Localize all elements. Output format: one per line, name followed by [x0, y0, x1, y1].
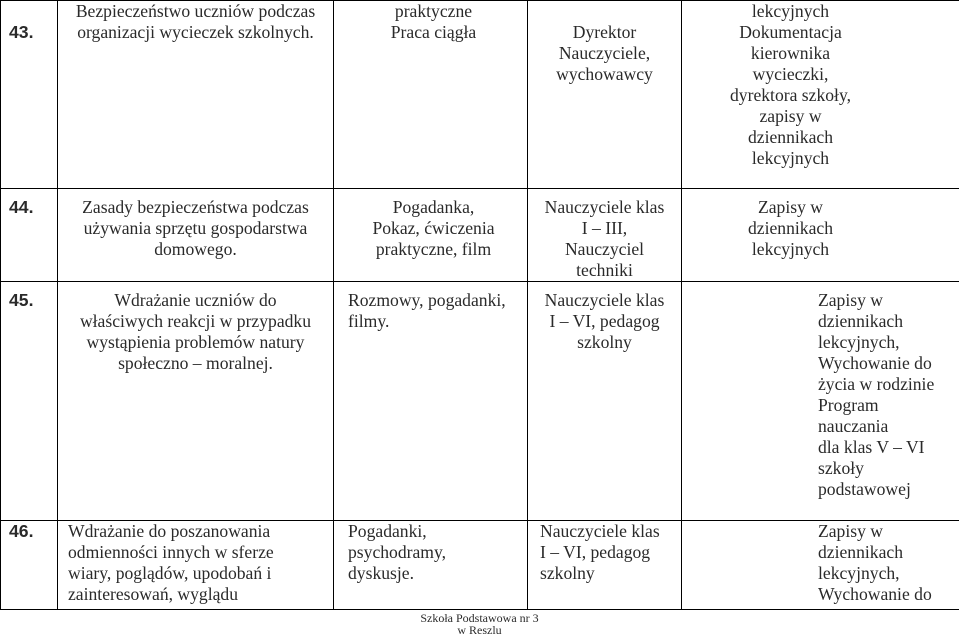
- doc-line: Wychowanie do: [818, 584, 932, 604]
- table-row: [1, 282, 959, 521]
- table-row: [1, 1, 959, 189]
- topic-cell: [58, 189, 334, 282]
- responsible-line: szkolny: [577, 332, 632, 352]
- topic-line: Wdrażanie do poszanowania: [68, 521, 271, 541]
- doc-line: lekcyjnych: [751, 148, 830, 168]
- form-line: Pokaz, ćwiczenia: [372, 218, 495, 238]
- topic-line: Wdrażanie uczniów do: [114, 290, 277, 310]
- responsible-line: I – VI, pedagog: [540, 542, 651, 562]
- doc-line: Zapisy w: [758, 197, 823, 217]
- form-cell: [334, 189, 528, 282]
- doc-line: dziennikach: [748, 218, 833, 238]
- responsible-line: I – III,: [581, 218, 628, 238]
- topic-cell: [58, 282, 334, 521]
- form-prefix: praktyczne: [394, 1, 473, 21]
- form-line: filmy.: [348, 311, 390, 331]
- form-line: psychodramy,: [348, 542, 447, 562]
- doc-line: życia w rodzinie: [818, 374, 935, 394]
- doc-line: Zapisy w: [818, 290, 883, 310]
- responsible-line: Nauczyciele klas: [544, 197, 665, 217]
- form-line: Rozmowy, pogadanki,: [348, 290, 506, 310]
- row-number-text: 45.: [9, 290, 34, 310]
- topic-line: zainteresowań, wyglądu: [68, 584, 239, 604]
- responsible-line: Nauczyciele,: [558, 43, 651, 63]
- doc-line: kierownika: [750, 43, 831, 63]
- doc-line: dyrektora szkoły,: [730, 85, 851, 105]
- responsible-cell: [528, 1, 682, 189]
- topic-cell: [58, 521, 334, 610]
- doc-line: lekcyjnych,: [818, 563, 900, 583]
- form-line: Praca ciągła: [390, 22, 477, 42]
- doc-line: dla klas V – VI: [818, 437, 925, 457]
- topic-line: Bezpieczeństwo uczniów podczas: [75, 1, 316, 21]
- responsible-line: Nauczyciele klas: [540, 521, 660, 541]
- documentation-cell: [682, 189, 959, 282]
- doc-line: Wychowanie do: [818, 353, 932, 373]
- doc-line: dziennikach: [818, 311, 903, 331]
- doc-line: dziennikach: [818, 542, 903, 562]
- responsible-line: Nauczyciele klas: [544, 290, 665, 310]
- doc-line: Zapisy w: [818, 521, 883, 541]
- doc-line: lekcyjnych: [751, 239, 830, 259]
- topic-cell: [58, 1, 334, 189]
- row-number: [1, 189, 58, 282]
- row-number: [1, 521, 58, 610]
- responsible-line: szkolny: [540, 563, 595, 583]
- form-line: Pogadanka,: [392, 197, 475, 217]
- doc-line: zapisy w: [759, 106, 822, 126]
- responsible-cell: [528, 282, 682, 521]
- topic-line: wiary, poglądów, upodobań i: [68, 563, 272, 583]
- documentation-cell: [682, 1, 959, 189]
- row-number: [1, 282, 58, 521]
- responsible-line: wychowawcy: [556, 64, 653, 84]
- form-cell: [334, 1, 528, 189]
- row-number: [1, 1, 58, 189]
- footer-school: Szkoła Podstawowa nr 3: [420, 611, 539, 625]
- topic-line: odmienności innych w sferze: [68, 542, 274, 562]
- form-line: Pogadanki,: [348, 521, 427, 541]
- doc-line: nauczania: [818, 416, 889, 436]
- form-line: dyskusje.: [348, 563, 414, 583]
- doc-line: szkoły: [818, 458, 864, 478]
- row-number-text: 43.: [9, 22, 34, 42]
- doc-line: lekcyjnych,: [818, 332, 900, 352]
- form-cell: [334, 521, 528, 610]
- topic-line: domowego.: [154, 239, 237, 259]
- table-row: [1, 521, 959, 610]
- footer-town: w Reszlu: [457, 623, 502, 637]
- doc-line: wycieczki,: [752, 64, 829, 84]
- row-number-text: 46.: [9, 521, 34, 541]
- doc-line: Program: [818, 395, 879, 415]
- table-row: [1, 189, 959, 282]
- form-line: praktyczne, film: [375, 239, 492, 259]
- topic-line: właściwych reakcji w przypadku: [79, 311, 312, 331]
- page-footer: [0, 612, 959, 636]
- doc-line: Dokumentacja: [739, 22, 842, 42]
- responsible-line: Dyrektor: [572, 22, 637, 42]
- topic-line: społeczno – moralnej.: [118, 353, 273, 373]
- doc-line: dziennikach: [748, 127, 833, 147]
- responsible-cell: [528, 521, 682, 610]
- responsible-line: techniki: [576, 260, 633, 280]
- responsible-cell: [528, 189, 682, 282]
- documentation-cell: [682, 282, 959, 521]
- documentation-cell: [682, 521, 959, 610]
- responsible-line: Nauczyciel: [564, 239, 645, 259]
- topic-line: używania sprzętu gospodarstwa: [83, 218, 308, 238]
- row-number-text: 44.: [9, 197, 34, 217]
- topic-line: wystąpienia problemów natury: [86, 332, 305, 352]
- topic-line: Zasady bezpieczeństwa podczas: [82, 197, 309, 217]
- topic-line: organizacji wycieczek szkolnych.: [77, 22, 314, 42]
- doc-prefix: lekcyjnych: [751, 1, 830, 21]
- form-cell: [334, 282, 528, 521]
- doc-line: podstawowej: [818, 479, 911, 499]
- responsible-line: I – VI, pedagog: [549, 311, 660, 331]
